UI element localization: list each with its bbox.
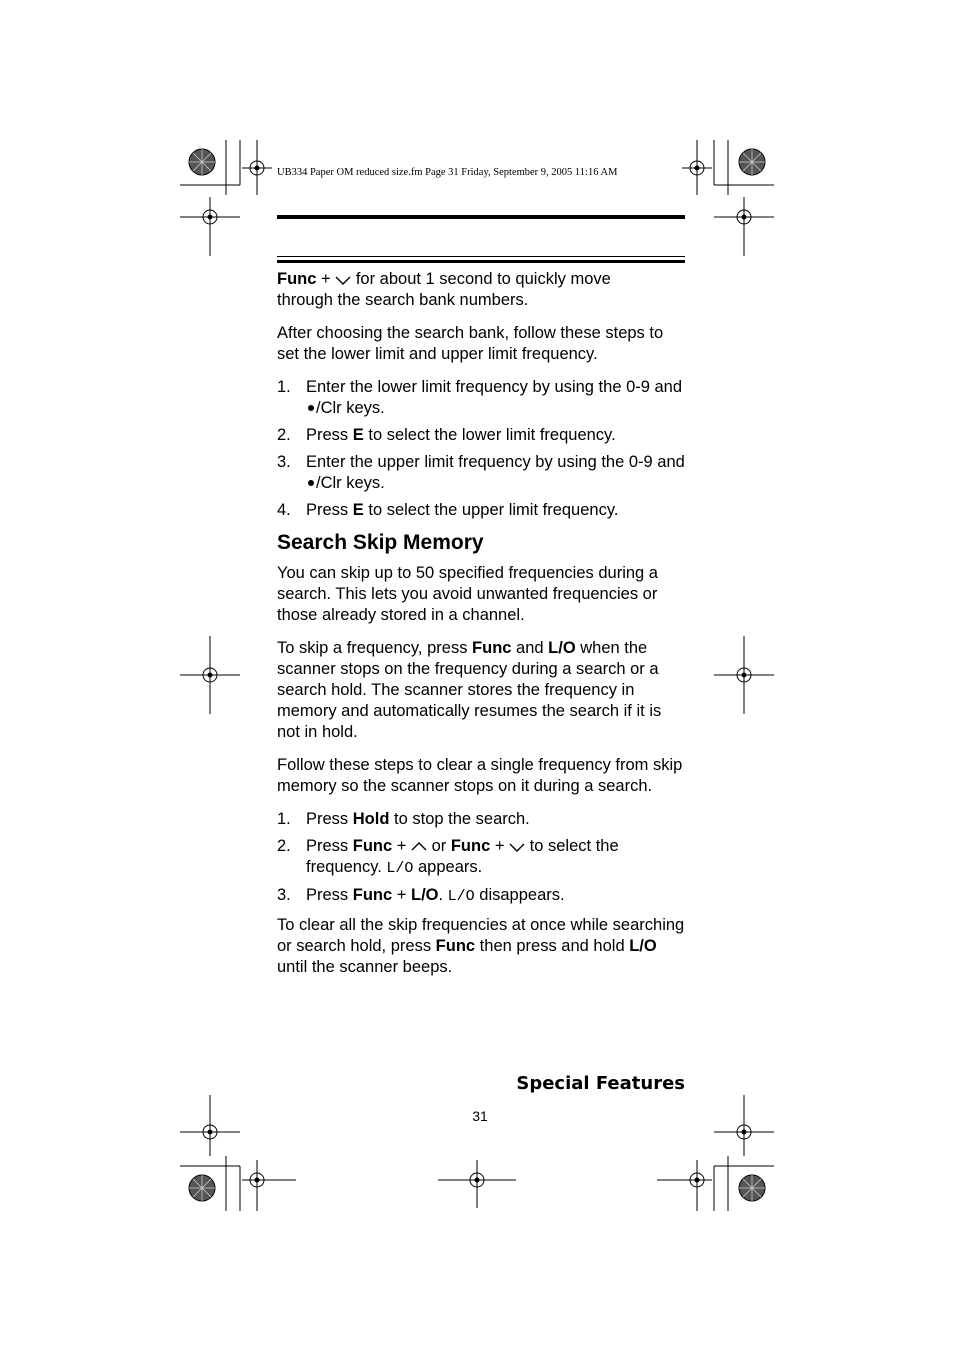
dot-key-icon <box>308 405 314 411</box>
footer-section-title: Special Features <box>516 1073 685 1094</box>
page-number: 31 <box>472 1108 488 1124</box>
down-arrow-icon <box>509 842 525 852</box>
closing-paragraph: To clear all the skip frequencies at once while searching or search hold, press Func then press and hold L/O until the scanner beeps. <box>277 916 685 976</box>
header-rule-double <box>277 260 685 263</box>
header-rule-thick <box>277 215 685 219</box>
limit-steps-list <box>277 377 687 521</box>
func-key-label: Func <box>277 270 317 288</box>
header-rule-thin <box>277 256 685 257</box>
list-item: 1. Press Hold to stop the search. <box>277 810 530 828</box>
skip-steps-list <box>277 809 687 907</box>
starburst-mark-top-left <box>189 149 215 175</box>
list-item: 4. Press E to select the upper limit frequency. <box>277 501 619 519</box>
up-arrow-icon <box>411 842 427 852</box>
down-arrow-icon <box>335 275 351 285</box>
section-paragraph-1: You can skip up to 50 specified frequencies during a search. This lets you avoid unwanted frequencies or those already stored in a channel. <box>277 564 658 624</box>
section-paragraph-3: Follow these steps to clear a single frequency from skip memory so the scanner stops on it during a search. <box>277 756 683 795</box>
list-item: 2. Press Func + or Func + to select the frequency. L/O appears. <box>277 837 619 877</box>
section-heading: Search Skip Memory <box>277 531 484 554</box>
intro-paragraph-1: Func + for about 1 second to quickly move through the search bank numbers. <box>277 270 611 309</box>
starburst-mark-bottom-left <box>189 1175 215 1201</box>
starburst-mark-top-right <box>739 149 765 175</box>
section-paragraph-2: To skip a frequency, press Func and L/O when the scanner stops on the frequency during a search or a search hold. The scanner stores the frequency in memory and automatically resumes the search if it is not in hold. <box>277 639 662 741</box>
intro-paragraph-2: After choosing the search bank, follow these steps to set the lower limit and upper limit frequency. <box>277 324 664 363</box>
dot-key-icon <box>308 480 314 486</box>
page-body <box>277 269 687 990</box>
list-item: 1. Enter the lower limit frequency by using the 0-9 and /Clr keys. <box>277 378 683 417</box>
list-item: 3. Enter the upper limit frequency by using the 0-9 and /Clr keys. <box>277 453 685 492</box>
list-item: 2. Press E to select the lower limit frequency. <box>277 426 616 444</box>
file-info-header: UB334 Paper OM reduced size.fm Page 31 Friday, September 9, 2005 11:16 AM <box>277 167 618 178</box>
starburst-mark-bottom-right <box>739 1175 765 1201</box>
list-item: 3. Press Func + L/O. L/O disappears. <box>277 886 565 905</box>
